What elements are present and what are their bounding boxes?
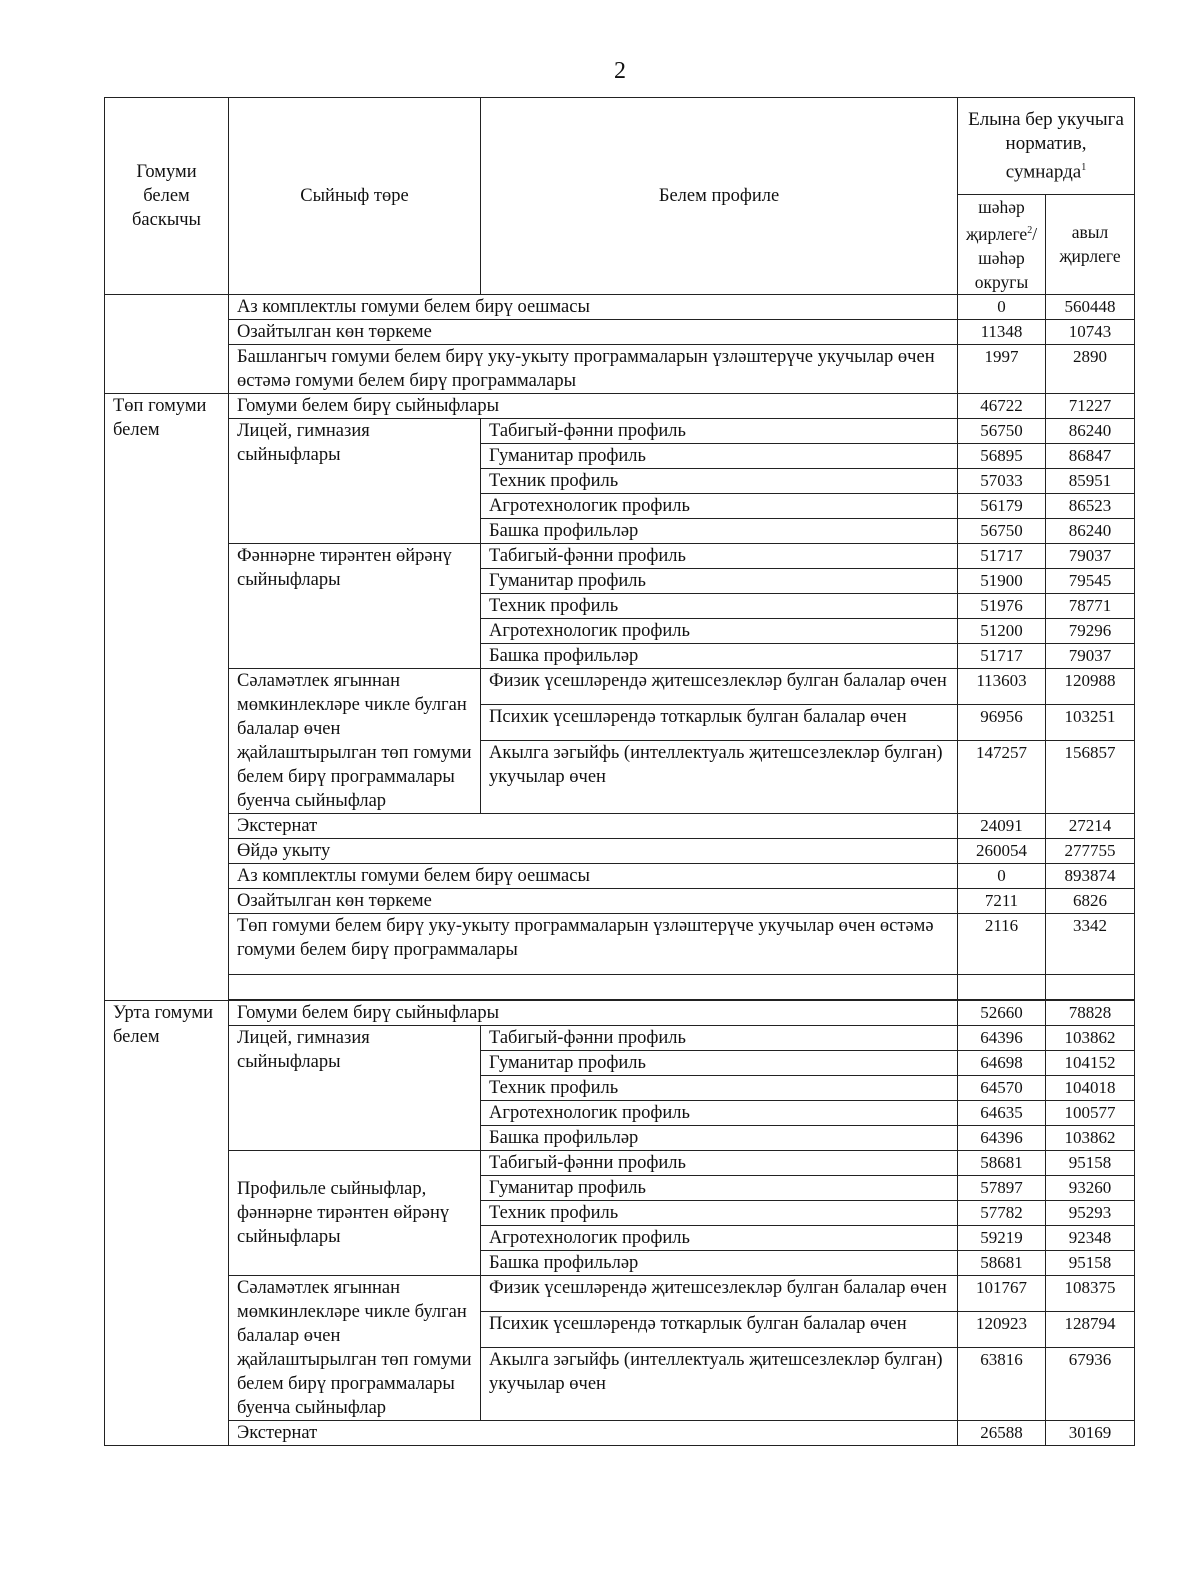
normative-table	[104, 97, 1135, 1446]
profile-label: Физик үсешләрендә җитешсезлекләр булган балалар өчен	[481, 1275, 958, 1311]
profile-label: Гуманитар профиль	[481, 1050, 958, 1075]
profile-label: Психик үсешләрендә тоткарлык булган балалар өчен	[481, 704, 958, 740]
profile-label: Техник профиль	[481, 1075, 958, 1100]
value-city: 51976	[958, 593, 1046, 618]
table-row	[105, 838, 1135, 863]
value-city: 56750	[958, 418, 1046, 443]
value-rural: 92348	[1046, 1225, 1135, 1250]
table-row	[105, 344, 1135, 393]
value-rural: 6826	[1046, 888, 1135, 913]
profile-label: Табигый-фәнни профиль	[481, 418, 958, 443]
header-stage: Гомуми белем баскычы	[105, 98, 229, 295]
class-type-profile: Профильле сыйныфлар, фәннәрне тирәнтен өйрәнү сыйныфлары	[229, 1150, 481, 1275]
blank-cell	[229, 974, 958, 999]
value-rural: 95158	[1046, 1150, 1135, 1175]
table-row	[105, 1275, 1135, 1311]
header-city-a: шәһәр җирлеге	[966, 197, 1028, 244]
value-rural: 78771	[1046, 593, 1135, 618]
table-row	[105, 294, 1135, 319]
value-city: 64698	[958, 1050, 1046, 1075]
value-city: 26588	[958, 1420, 1046, 1445]
value-city: 260054	[958, 838, 1046, 863]
value-rural: 103862	[1046, 1025, 1135, 1050]
row-label: Экстернат	[229, 1420, 958, 1445]
row-label: Башлангыч гомуми белем бирү уку-укыту программаларын үзләштерүче укучылар өчен өстәмә гомуми белем бирү программалары	[229, 344, 958, 393]
row-label: Төп гомуми белем бирү уку-укыту программаларын үзләштерүче укучылар өчен өстәмә гомуми белем бирү программалары	[229, 913, 958, 974]
profile-label: Техник профиль	[481, 1200, 958, 1225]
value-rural: 79545	[1046, 568, 1135, 593]
value-city: 51717	[958, 543, 1046, 568]
profile-label: Акылга зәгыйфь (интеллектуаль җитешсезлекләр булган) укучылар өчен	[481, 740, 958, 813]
stage-basic: Төп гомуми белем	[105, 393, 229, 1000]
value-rural: 79296	[1046, 618, 1135, 643]
value-rural: 104018	[1046, 1075, 1135, 1100]
header-city-footnote: 2	[1027, 225, 1033, 236]
value-rural: 30169	[1046, 1420, 1135, 1445]
header-profile: Белем профиле	[481, 98, 958, 295]
value-rural: 27214	[1046, 813, 1135, 838]
value-rural: 100577	[1046, 1100, 1135, 1125]
value-city: 147257	[958, 740, 1046, 813]
page-number: 2	[614, 58, 626, 84]
stage-secondary: Урта гомуми белем	[105, 1000, 229, 1445]
value-rural: 86240	[1046, 518, 1135, 543]
value-rural: 2890	[1046, 344, 1135, 393]
table-row	[105, 913, 1135, 974]
table-row	[105, 1150, 1135, 1175]
profile-label: Агротехнологик профиль	[481, 1225, 958, 1250]
profile-label: Акылга зәгыйфь (интеллектуаль җитешсезлекләр булган) укучылар өчен	[481, 1347, 958, 1420]
header-norm	[958, 98, 1135, 195]
value-city: 2116	[958, 913, 1046, 974]
value-rural: 560448	[1046, 294, 1135, 319]
header-norm-footnote: 1	[1081, 161, 1087, 173]
value-rural: 86847	[1046, 443, 1135, 468]
profile-label: Физик үсешләрендә җитешсезлекләр булган балалар өчен	[481, 668, 958, 704]
profile-label: Табигый-фәнни профиль	[481, 543, 958, 568]
profile-label: Агротехнологик профиль	[481, 1100, 958, 1125]
table-row	[105, 319, 1135, 344]
value-rural: 95293	[1046, 1200, 1135, 1225]
value-city: 96956	[958, 704, 1046, 740]
class-type-lyceum: Лицей, гимназия сыйныфлары	[229, 1025, 481, 1150]
row-label: Аз комплектлы гомуми белем бирү оешмасы	[229, 294, 958, 319]
class-type-lyceum: Лицей, гимназия сыйныфлары	[229, 418, 481, 543]
profile-label: Психик үсешләрендә тоткарлык булган балалар өчен	[481, 1311, 958, 1347]
table-row	[105, 863, 1135, 888]
class-type-advanced: Фәннәрне тирәнтен өйрәнү сыйныфлары	[229, 543, 481, 668]
header-city	[958, 195, 1046, 295]
value-rural: 103862	[1046, 1125, 1135, 1150]
table-row	[105, 1420, 1135, 1445]
value-city: 59219	[958, 1225, 1046, 1250]
profile-label: Табигый-фәнни профиль	[481, 1150, 958, 1175]
value-rural: 86523	[1046, 493, 1135, 518]
value-city: 58681	[958, 1250, 1046, 1275]
profile-label: Агротехнологик профиль	[481, 493, 958, 518]
value-city: 64396	[958, 1025, 1046, 1050]
blank-cell	[1046, 974, 1135, 999]
profile-label: Башка профильләр	[481, 1125, 958, 1150]
value-rural: 95158	[1046, 1250, 1135, 1275]
stage-cell-primary	[105, 294, 229, 393]
value-rural: 893874	[1046, 863, 1135, 888]
value-rural: 71227	[1046, 393, 1135, 418]
class-type-special: Сәламәтлек ягыннан мөмкинлекләре чикле булган балалар өчен җайлаштырылган төп гомуми белем бирү программалары буенча сыйныфлар	[229, 668, 481, 813]
value-rural: 104152	[1046, 1050, 1135, 1075]
value-rural: 120988	[1046, 668, 1135, 704]
profile-label: Башка профильләр	[481, 1250, 958, 1275]
value-city: 57033	[958, 468, 1046, 493]
value-rural: 103251	[1046, 704, 1135, 740]
class-type-special: Сәламәтлек ягыннан мөмкинлекләре чикле булган балалар өчен җайлаштырылган төп гомуми белем бирү программалары буенча сыйныфлар	[229, 1275, 481, 1420]
row-label: Аз комплектлы гомуми белем бирү оешмасы	[229, 863, 958, 888]
value-rural: 3342	[1046, 913, 1135, 974]
profile-label: Техник профиль	[481, 593, 958, 618]
profile-label: Гуманитар профиль	[481, 568, 958, 593]
value-rural: 10743	[1046, 319, 1135, 344]
value-rural: 86240	[1046, 418, 1135, 443]
profile-label: Гуманитар профиль	[481, 443, 958, 468]
value-city: 51900	[958, 568, 1046, 593]
value-city: 58681	[958, 1150, 1046, 1175]
value-rural: 67936	[1046, 1347, 1135, 1420]
value-rural: 277755	[1046, 838, 1135, 863]
blank-cell	[958, 974, 1046, 999]
value-city: 57897	[958, 1175, 1046, 1200]
row-label: Экстернат	[229, 813, 958, 838]
value-city: 63816	[958, 1347, 1046, 1420]
value-city: 46722	[958, 393, 1046, 418]
value-city: 113603	[958, 668, 1046, 704]
value-city: 64570	[958, 1075, 1046, 1100]
profile-label: Агротехнологик профиль	[481, 618, 958, 643]
value-rural: 78828	[1046, 1000, 1135, 1025]
table-row	[105, 418, 1135, 443]
table-row	[105, 668, 1135, 704]
value-city: 52660	[958, 1000, 1046, 1025]
profile-label: Техник профиль	[481, 468, 958, 493]
value-city: 64635	[958, 1100, 1046, 1125]
profile-label: Табигый-фәнни профиль	[481, 1025, 958, 1050]
value-city: 56750	[958, 518, 1046, 543]
value-city: 56179	[958, 493, 1046, 518]
value-city: 1997	[958, 344, 1046, 393]
header-city-b: / шәһәр округы	[974, 223, 1038, 292]
profile-label: Башка профильләр	[481, 518, 958, 543]
row-label: Озайтылган көн төркеме	[229, 319, 958, 344]
value-city: 64396	[958, 1125, 1046, 1150]
value-city: 101767	[958, 1275, 1046, 1311]
table-row	[105, 393, 1135, 418]
value-city: 11348	[958, 319, 1046, 344]
header-class-type: Сыйныф төре	[229, 98, 481, 295]
blank-row	[105, 974, 1135, 999]
value-city: 51200	[958, 618, 1046, 643]
header-rural: авыл җирлеге	[1046, 195, 1135, 295]
value-rural: 85951	[1046, 468, 1135, 493]
row-label: Өйдә укыту	[229, 838, 958, 863]
value-rural: 108375	[1046, 1275, 1135, 1311]
row-label: Гомуми белем бирү сыйныфлары	[229, 393, 958, 418]
profile-label: Башка профильләр	[481, 643, 958, 668]
row-label: Гомуми белем бирү сыйныфлары	[229, 1000, 958, 1025]
profile-label: Гуманитар профиль	[481, 1175, 958, 1200]
value-city: 0	[958, 863, 1046, 888]
value-city: 7211	[958, 888, 1046, 913]
table-row	[105, 1025, 1135, 1050]
value-rural: 93260	[1046, 1175, 1135, 1200]
value-city: 0	[958, 294, 1046, 319]
value-rural: 79037	[1046, 543, 1135, 568]
value-city: 56895	[958, 443, 1046, 468]
header-norm-title: Елына бер укучыга норматив, сумнарда	[968, 108, 1124, 183]
value-city: 57782	[958, 1200, 1046, 1225]
value-city: 51717	[958, 643, 1046, 668]
value-city: 24091	[958, 813, 1046, 838]
value-rural: 156857	[1046, 740, 1135, 813]
table-row	[105, 813, 1135, 838]
row-label: Озайтылган көн төркеме	[229, 888, 958, 913]
value-rural: 79037	[1046, 643, 1135, 668]
value-rural: 128794	[1046, 1311, 1135, 1347]
value-city: 120923	[958, 1311, 1046, 1347]
table-row	[105, 1000, 1135, 1025]
header-row	[105, 98, 1135, 195]
table-row	[105, 543, 1135, 568]
table-row	[105, 888, 1135, 913]
